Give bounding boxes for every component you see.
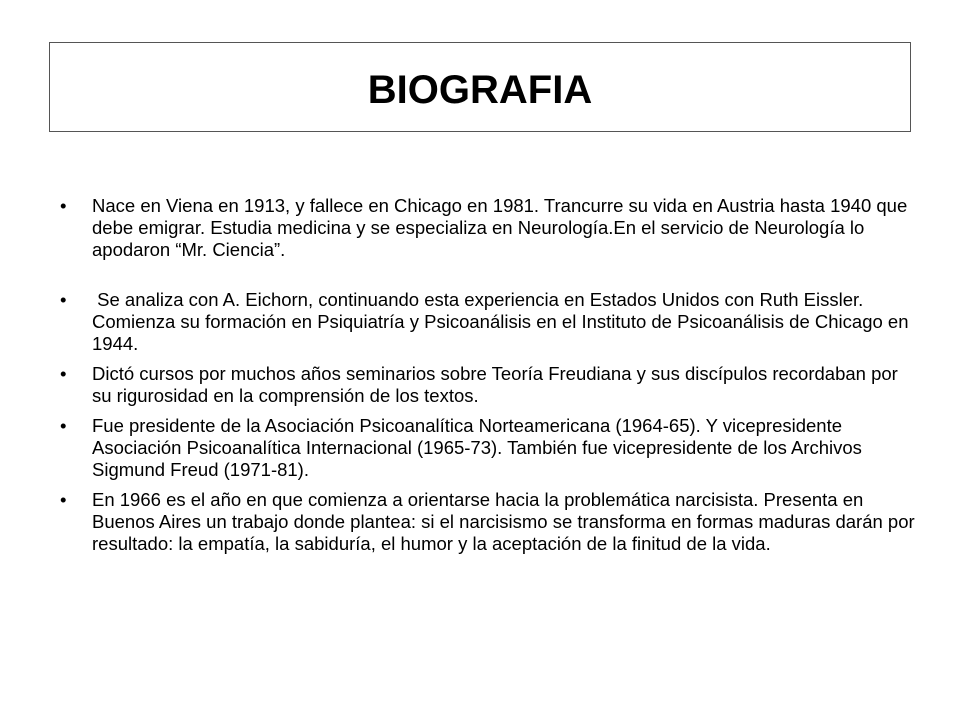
bullet-list	[60, 195, 920, 555]
bullet-item	[60, 415, 920, 481]
bullet-item	[60, 289, 920, 355]
bullet-icon: •	[60, 489, 67, 510]
bullet-text: Nace en Viena en 1913, y fallece en Chicago en 1981. Trancurre su vida en Austria hasta 1940 que debe emigrar. Estudia medicina y se especializa en Neurología.En el servicio de Neurología lo apodaron “Mr. Ciencia”.	[92, 195, 913, 260]
title-box	[49, 42, 911, 132]
bullet-icon: •	[60, 195, 67, 216]
slide-title: BIOGRAFIA	[367, 68, 593, 112]
bullet-text: Dictó cursos por muchos años seminarios sobre Teoría Freudiana y sus discípulos recordaban por su rigurosidad en la comprensión de los textos.	[92, 363, 903, 406]
bullet-item	[60, 363, 920, 407]
bullet-icon: •	[60, 363, 67, 384]
bullet-icon: •	[60, 415, 67, 436]
bullet-icon: •	[60, 289, 67, 310]
bullet-item	[60, 195, 920, 261]
bullet-item	[60, 489, 920, 555]
bullet-text: Se analiza con A. Eichorn, continuando esta experiencia en Estados Unidos con Ruth Eissler. Comienza su formación en Psiquiatría y Psicoanálisis en el Instituto de Psicoanálisis de Chicago en 1944.	[92, 289, 914, 354]
bullet-text: Fue presidente de la Asociación Psicoanalítica Norteamericana (1964-65). Y vicepresidente Asociación Psicoanalítica Internacional (1965-73). También fue vicepresidente de los Archivos Sigmund Freud (1971-81).	[92, 415, 868, 480]
bullet-text: En 1966 es el año en que comienza a orientarse hacia la problemática narcisista. Presenta en Buenos Aires un trabajo donde plantea: si el narcisismo se transforma en formas maduras darán por resultado: la empatía, la sabiduría, el humor y la aceptación de la finitud de la vida.	[92, 489, 920, 554]
